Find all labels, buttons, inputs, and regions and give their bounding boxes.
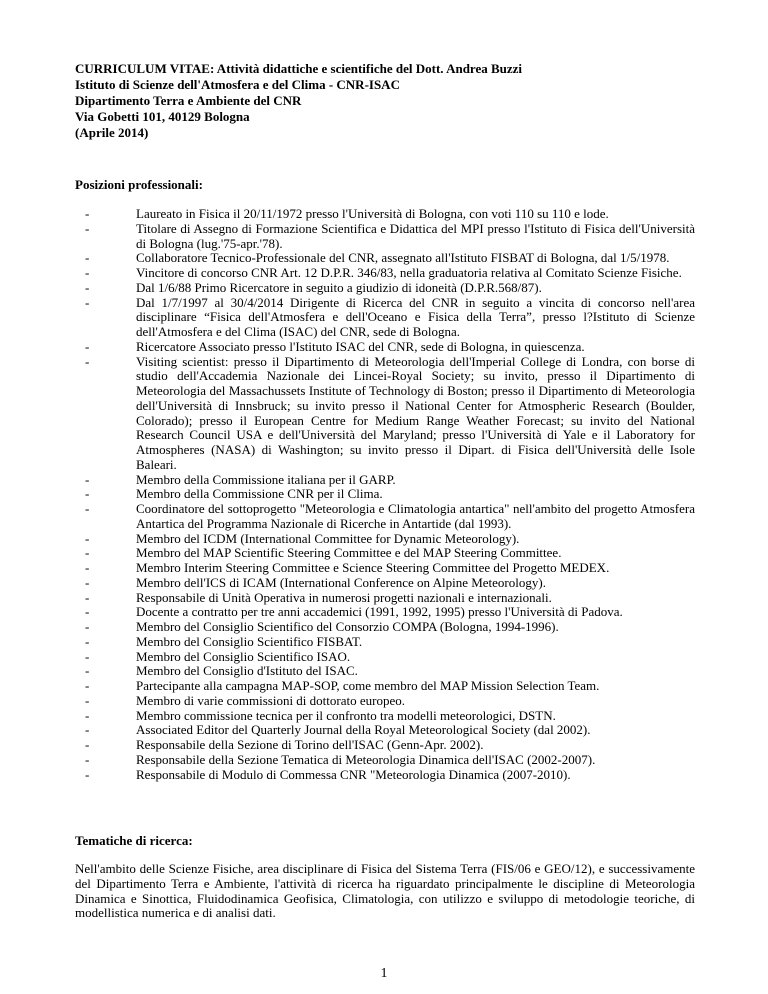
position-text: Membro dell'ICS di ICAM (International Conference on Alpine Meteorology).	[136, 574, 546, 590]
bullet-dash: -	[85, 707, 90, 723]
position-item	[75, 561, 695, 576]
position-item	[75, 679, 695, 694]
position-text: Titolare di Assegno di Formazione Scientifica e Didattica del MPI presso l'Istituto di Fisica dell'Università di Bologna (lug.'75-apr.'78).	[136, 220, 695, 251]
bullet-dash: -	[85, 206, 90, 221]
bullet-dash: -	[85, 353, 90, 369]
position-item	[75, 355, 695, 473]
position-text: Collaboratore Tecnico-Professionale del CNR, assegnato all'Istituto FISBAT di Bologna, dal 1/5/1978.	[136, 250, 670, 266]
position-text: Docente a contratto per tre anni accademici (1991, 1992, 1995) presso l'Università di Padova.	[136, 604, 623, 620]
bullet-dash: -	[85, 678, 90, 693]
position-item	[75, 266, 695, 281]
bullet-dash: -	[85, 589, 90, 605]
bullet-dash: -	[85, 338, 90, 354]
bullet-dash: -	[85, 486, 90, 502]
bullet-dash: -	[85, 294, 90, 310]
position-item	[75, 502, 695, 532]
position-text: Membro del MAP Scientific Steering Committee e del MAP Steering Committee.	[136, 545, 562, 561]
position-item	[75, 591, 695, 606]
bullet-dash: -	[85, 604, 90, 620]
position-text: Partecipante alla campagna MAP-SOP, come membro del MAP Mission Selection Team.	[136, 678, 600, 693]
position-item	[75, 723, 695, 738]
bullet-dash: -	[85, 560, 90, 575]
position-item	[75, 664, 695, 679]
position-item	[75, 738, 695, 753]
position-text: Membro del Consiglio Scientifico FISBAT.	[136, 633, 363, 649]
bullet-dash: -	[85, 279, 90, 295]
position-item	[75, 546, 695, 561]
position-text: Membro del ICDM (International Committee for Dynamic Meteorology).	[136, 530, 520, 546]
position-item	[75, 281, 695, 296]
bullet-dash: -	[85, 250, 90, 266]
position-item	[75, 650, 695, 665]
bullet-dash: -	[85, 220, 90, 236]
position-item	[75, 473, 695, 488]
position-text: Membro della Commissione CNR per il Clima.	[136, 486, 383, 502]
bullet-dash: -	[85, 692, 90, 708]
position-text: Laureato in Fisica il 20/11/1972 presso l'Università di Bologna, con voti 110 su 110 e lode.	[136, 206, 609, 221]
position-item	[75, 605, 695, 620]
position-text: Dal 1/6/88 Primo Ricercatore in seguito a giudizio di idoneità (D.P.R.568/87).	[136, 279, 542, 295]
position-text: Responsabile di Unità Operativa in numerosi progetti nazionali e internazionali.	[136, 589, 552, 605]
position-item	[75, 620, 695, 635]
bullet-dash: -	[85, 722, 90, 738]
institute-name: Istituto di Scienze dell'Atmosfera e del Clima - CNR-ISAC	[75, 77, 400, 92]
position-text: Responsabile della Sezione Tematica di Meteorologia Dinamica dell'ISAC (2002-2007).	[136, 751, 596, 767]
position-item	[75, 487, 695, 502]
date: (Aprile 2014)	[75, 125, 149, 140]
cv-title: CURRICULUM VITAE: Attività didattiche e scientifiche del Dott. Andrea Buzzi	[75, 61, 523, 76]
bullet-dash: -	[85, 574, 90, 590]
bullet-dash: -	[85, 530, 90, 546]
positions-list	[75, 207, 695, 782]
bullet-dash: -	[85, 265, 90, 280]
position-text: Membro commissione tecnica per il confronto tra modelli meteorologici, DSTN.	[136, 707, 556, 723]
position-text: Membro Interim Steering Committee e Science Steering Committee del Progetto MEDEX.	[136, 560, 610, 575]
position-item	[75, 753, 695, 768]
position-text: Dal 1/7/1997 al 30/4/2014 Dirigente di Ricerca del CNR in seguito a vincita di concorso nell'area disciplinare “Fisica dell'Atmosfera e dell'Oceano e Fisica della Terra”, presso l?Istituto di Scienze dell'Atmosfera e del Clima (ISAC) del CNR, sede di Bologna.	[136, 294, 695, 339]
position-item	[75, 532, 695, 547]
position-text: Responsabile della Sezione di Torino dell'ISAC (Genn-Apr. 2002).	[136, 737, 484, 752]
position-text: Coordinatore del sottoprogetto "Meteorologia e Climatologia antartica" nell'ambito del progetto Atmosfera Antartica del Programma Nazionale di Ricerche in Antartide (dal 1993).	[136, 501, 695, 531]
position-item	[75, 576, 695, 591]
position-item	[75, 635, 695, 650]
position-item	[75, 296, 695, 340]
bullet-dash: -	[85, 751, 90, 767]
position-text: Vincitore di concorso CNR Art. 12 D.P.R. 346/83, nella graduatoria relativa al Comitato Scienze Fisiche.	[136, 265, 682, 280]
position-text: Membro del Consiglio d'Istituto del ISAC.	[136, 663, 358, 679]
positions-heading: Posizioni professionali:	[75, 177, 203, 192]
position-item	[75, 207, 695, 222]
page-number: 1	[380, 966, 388, 981]
bullet-dash: -	[85, 766, 90, 782]
position-text: Membro del Consiglio Scientifico del Consorzio COMPA (Bologna, 1994-1996).	[136, 619, 559, 634]
research-paragraph: Nell'ambito delle Scienze Fisiche, area disciplinare di Fisica del Sistema Terra (FIS/06 e GEO/12), e successivamente del Dipartimento Terra e Ambiente, l'attività di ricerca ha riguardato principalmente le discipline di Meteorologia Dinamica e Sinottica, Fluidodinamica Geofisica, Climatologia, con utilizzo e sviluppo di metodologie teoriche, di modellistica numerica e di analisi dati.	[75, 861, 695, 921]
position-text: Associated Editor del Quarterly Journal della Royal Meteorological Society (dal 2002).	[136, 722, 591, 738]
position-text: Ricercatore Associato presso l'Istituto ISAC del CNR, sede di Bologna, in quiescenza.	[136, 338, 585, 354]
position-text: Responsabile di Modulo di Commessa CNR "Meteorologia Dinamica (2007-2010).	[136, 766, 571, 782]
position-item	[75, 694, 695, 709]
bullet-dash: -	[85, 663, 90, 679]
bullet-dash: -	[85, 545, 90, 561]
position-item	[75, 340, 695, 355]
department-name: Dipartimento Terra e Ambiente del CNR	[75, 93, 302, 108]
bullet-dash: -	[85, 619, 90, 634]
position-item	[75, 222, 695, 252]
position-text: Membro della Commissione italiana per il GARP.	[136, 471, 396, 487]
position-item	[75, 709, 695, 724]
position-text: Membro del Consiglio Scientifico ISAO.	[136, 648, 351, 664]
position-text: Visiting scientist: presso il Dipartimento di Meteorologia dell'Imperial College di Londra, con borse di studio dell'Accademia Nazionale dei Lincei-Royal Society; su invito, presso il Dipartimento di Meteorologia del Massachussets Institute of Technology di Boston; presso il Dipartimento di Meteorologia dell'Università di Innsbruck; su invito presso il National Center for Atmospheric Research (Boulder, Colorado); presso il European Centre for Medium Range Weather Forecast; su invito del National Research Council USA e dell'Università del Maryland; presso l'Università di Yale e il Laboratory for Atmospheres (NASA) di Washington; su invito presso il Dipart. di Fisica dell'Università delle Isole Baleari.	[136, 353, 695, 472]
position-item	[75, 251, 695, 266]
position-text: Membro di varie commissioni di dottorato europeo.	[136, 692, 405, 708]
address: Via Gobetti 101, 40129 Bologna	[75, 109, 250, 124]
bullet-dash: -	[85, 648, 90, 664]
position-item	[75, 768, 695, 783]
bullet-dash: -	[85, 501, 90, 516]
bullet-dash: -	[85, 633, 90, 649]
bullet-dash: -	[85, 471, 90, 487]
cv-header	[75, 61, 522, 141]
research-heading: Tematiche di ricerca:	[75, 833, 193, 848]
bullet-dash: -	[85, 737, 90, 752]
